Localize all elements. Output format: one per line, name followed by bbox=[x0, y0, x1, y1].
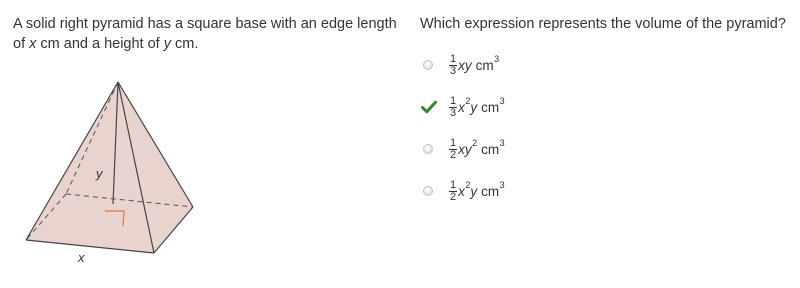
option-c[interactable] bbox=[422, 135, 505, 163]
radio-button-c[interactable] bbox=[423, 144, 433, 154]
answer-prompt: Which expression represents the volume of the pyramid? bbox=[420, 16, 786, 32]
base-label: x bbox=[78, 250, 85, 265]
height-label: y bbox=[96, 166, 103, 181]
fraction: $\frac{1}{3}$ bbox=[450, 52, 457, 77]
option-d[interactable] bbox=[422, 177, 505, 205]
checkmark-icon bbox=[421, 99, 437, 115]
option-b[interactable] bbox=[422, 93, 505, 121]
option-b-expression: $\frac{1}{3}$ x 2 y cm 3 bbox=[450, 94, 505, 119]
option-c-expression: $\frac{1}{2}$ xy 2 cm 3 bbox=[450, 136, 505, 161]
fraction: $\frac{1}{3}$ bbox=[450, 94, 457, 119]
fraction: $\frac{1}{2}$ bbox=[450, 136, 457, 161]
question-text: A solid right pyramid has a square base with an edge length of x cm and a height of y cm. bbox=[13, 16, 397, 52]
option-a-expression: $\frac{1}{3}$ xy cm 3 bbox=[450, 52, 500, 77]
fraction: $\frac{1}{2}$ bbox=[450, 178, 457, 203]
var-x: x bbox=[29, 36, 37, 52]
option-a[interactable] bbox=[422, 51, 499, 79]
radio-button-a[interactable] bbox=[423, 60, 433, 70]
var-y: y bbox=[163, 36, 171, 52]
answer-panel bbox=[406, 0, 800, 288]
pyramid-left-face bbox=[26, 82, 154, 253]
radio-button-d[interactable] bbox=[423, 186, 433, 196]
option-d-expression: $\frac{1}{2}$ x 2 y cm 3 bbox=[450, 178, 505, 203]
